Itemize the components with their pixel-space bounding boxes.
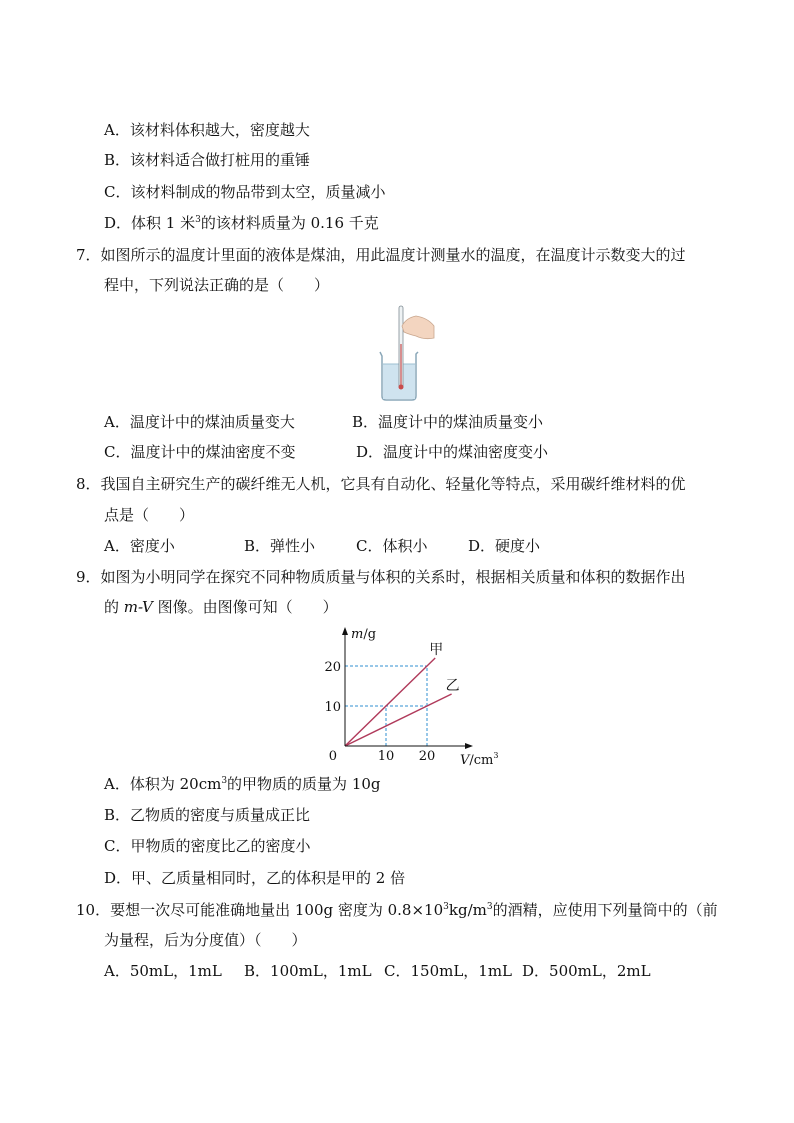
- origin-label: 0: [328, 749, 337, 764]
- q9-option-b: B．乙物质的密度与质量成正比: [104, 806, 311, 824]
- q10-stem-line2: 为量程，后为分度值）（ ）: [104, 931, 307, 949]
- q6-option-c: C．该材料制成的物品带到太空，质量减小: [104, 183, 386, 201]
- series-label-0: 甲: [429, 642, 444, 658]
- series-line-0: [345, 658, 435, 746]
- q6-option-d-sup: 3: [195, 215, 201, 225]
- q9-stem-pre: 的: [104, 598, 124, 616]
- q7-stem-line1: 7．如图所示的温度计里面的液体是煤油，用此温度计测量水的温度，在温度计示数变大的过: [76, 246, 686, 264]
- q9-stem-post: 图像。由图像可知（ ）: [152, 598, 338, 616]
- hand-icon: [402, 316, 434, 339]
- q6-option-d-post: 的该材料质量为 0.16 千克: [200, 214, 379, 232]
- q7-option-b: B．温度计中的煤油质量变小: [352, 413, 544, 431]
- q7-option-c: C．温度计中的煤油密度不变: [104, 443, 296, 461]
- y-axis-label: [351, 627, 376, 642]
- q10-stem-a: 10．要想一次尽可能准确地量出 100g 密度为 0.8×10: [76, 901, 444, 919]
- q9-stem-line2: [104, 597, 338, 617]
- q7-stem-line2: 程中，下列说法正确的是（ ）: [104, 276, 330, 294]
- q9-option-a-pre: A．体积为 20cm: [104, 775, 222, 793]
- thermometer-beaker-figure: [372, 304, 442, 402]
- m-v-chart: [318, 622, 508, 770]
- q10-option-c: C．150mL，1mL: [384, 962, 513, 980]
- q9-option-d: D．甲、乙质量相同时，乙的体积是甲的 2 倍: [104, 869, 406, 887]
- q10-stem-c: 的酒精，应使用下列量筒中的（前: [492, 901, 718, 919]
- chart-series: [345, 658, 452, 746]
- y-axis-arrow-icon: [342, 627, 348, 635]
- q8-option-a: A．密度小: [104, 537, 175, 555]
- y-tick-label-1: 20: [324, 660, 341, 675]
- x-axis-label-unit: /cm: [469, 753, 494, 768]
- chart-labels: [324, 627, 498, 768]
- q9-option-a: [104, 774, 381, 794]
- x-tick-label-0: 10: [377, 749, 395, 764]
- q7-option-a: A．温度计中的煤油质量变大: [104, 413, 295, 431]
- q8-stem-line2: 点是（ ）: [104, 506, 195, 524]
- q9-option-c: C．甲物质的密度比乙的密度小: [104, 837, 311, 855]
- x-axis-arrow-icon: [465, 743, 473, 749]
- x-axis-label-sup: 3: [493, 751, 499, 760]
- q10-stem-b: kg/m: [448, 901, 487, 919]
- q9-option-a-post: 的甲物质的质量为 10g: [227, 775, 381, 793]
- q9-stem-var: m-V: [123, 598, 153, 616]
- q10-option-d: D．500mL，2mL: [522, 962, 651, 980]
- y-axis-label-unit: /g: [363, 627, 377, 642]
- q9-option-a-sup: 3: [221, 776, 228, 786]
- q7-option-d: D．温度计中的煤油密度变小: [356, 443, 549, 461]
- q8-option-d: D．硬度小: [468, 537, 541, 555]
- q6-option-a: A．该材料体积越大，密度越大: [104, 121, 310, 139]
- x-tick-label-1: 20: [418, 749, 436, 764]
- q10-option-a: A．50mL，1mL: [104, 962, 222, 980]
- series-label-1: 乙: [445, 678, 460, 694]
- q6-option-b: B．该材料适合做打桩用的重锤: [104, 151, 311, 169]
- x-axis-label-var: V: [460, 753, 470, 768]
- q6-option-d: [104, 213, 379, 233]
- q10-stem-sup1: 3: [443, 902, 449, 912]
- q10-stem-line1: [76, 900, 718, 920]
- q8-stem-line1: 8．我国自主研究生产的碳纤维无人机，它具有自动化、轻量化等特点，采用碳纤维材料的优: [76, 475, 686, 493]
- q10-option-b: B．100mL，1mL: [244, 962, 372, 980]
- q8-option-c: C．体积小: [356, 537, 428, 555]
- y-tick-label-0: 10: [324, 700, 341, 715]
- q10-stem-sup2: 3: [486, 902, 493, 912]
- q9-stem-line1: 9．如图为小明同学在探究不同种物质质量与体积的关系时，根据相关质量和体积的数据作出: [76, 568, 686, 586]
- x-axis-label: [460, 751, 498, 768]
- series-line-1: [345, 694, 452, 746]
- y-axis-label-var: m: [351, 627, 364, 642]
- q6-option-d-pre: D．体积 1 米: [104, 214, 196, 232]
- q8-option-b: B．弹性小: [244, 537, 316, 555]
